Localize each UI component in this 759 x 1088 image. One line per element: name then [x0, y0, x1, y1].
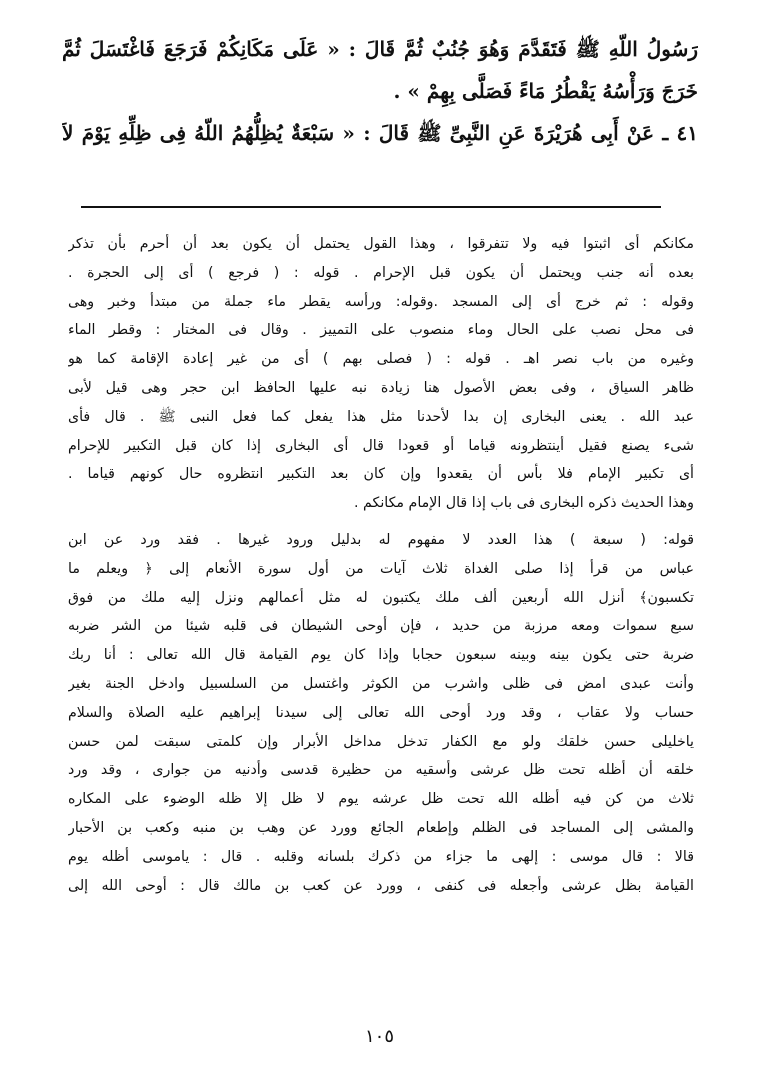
- commentary-line: القيامة بظل عرشى وأجعله فى كنفى ، وورد عن كعب بن مالك قال : أوحى الله إلى: [68, 877, 694, 894]
- commentary-line: خلقه أن أظله تحت ظل عرشى وأسقيه من حظيرة قدسى وأدنيه من جوارى ، وقد ورد: [68, 762, 694, 779]
- commentary-line: ضربة حتى يكون بينه وبينه سبعون حجابا وإذا كان يوم القيامة قال الله تعالى : أنا ربك: [68, 647, 694, 664]
- commentary-line: بعده أنه جنب ويحتمل أن يكون قبل الإحرام . قوله : ( فرجع ) أى إلى الحجرة .: [68, 264, 694, 281]
- commentary-line: وهذا الحديث ذكره البخارى فى باب إذا قال الإمام مكانكم .: [354, 495, 694, 512]
- commentary-line: قالا : قال موسى : إلهى ما جزاء من ذكرك بلسانه وقلبه . قال : ياموسى أظله يوم: [68, 848, 694, 865]
- commentary-line: شىء يصنع فقيل أينتظرونه قياما أو قعودا قال أى البخارى إذا كان قبل التكبير للإحرام: [68, 437, 694, 454]
- commentary-line: ثلاث من كن فيه أظله الله تحت ظل عرشه يوم لا ظل إلا ظله الوضوء على المكاره: [68, 791, 694, 808]
- commentary-line: وقوله : ثم خرج أى إلى المسجد .وقوله: ورأسه يقطر ماء جملة من مبتدأ وخبر وهى: [68, 293, 694, 310]
- commentary-paragraph: [68, 230, 694, 518]
- commentary-line: قوله: ( سبعة ) هذا العدد لا مفهوم له بدليل ورود غيرها . فقد ورد عن ابن: [68, 531, 694, 548]
- commentary-line: مكانكم أى اثبتوا فيه ولا تتفرقوا ، وهذا القول يحتمل أن يكون بعد أن أحرم بأن تذكر: [68, 236, 694, 252]
- commentary-line: وغيره من باب نصر اهـ . قوله : ( فصلى بهم ) أى من غير إعادة الإقامة كما هو: [68, 351, 694, 368]
- commentary-block: [68, 230, 694, 900]
- commentary-line: أى تكبير الإمام فلا بأس أن يقعدوا وإن كان بعد التكبير انتظروه حال كونهم قياما .: [68, 466, 694, 483]
- commentary-line: عباس من قرأ إذا صلى الغداة ثلاث آيات من أول سورة الأنعام إلى ﴿ ويعلم ما: [68, 560, 694, 577]
- commentary-line: ظاهر السياق ، وفى بعض الأصول هنا زيادة نبه عليها الحافظ ابن حجر وهى قيل لأبى: [68, 379, 694, 396]
- commentary-line: سبع سموات ومعه مرزبة من حديد ، فإن أوحى الشيطان فى قلبه شيئا من الشر ضربه: [68, 618, 694, 635]
- commentary-line: ياخليلى حسن خلقك ولو مع الكفار تدخل مداخل الأبرار وإن كلمتى سبقت لمن حسن: [68, 733, 694, 750]
- commentary-line: والمشى إلى المساجد فى الظلم وإطعام الجائع وورد عن وهب بن منبه وكعب بن الأحبار: [68, 819, 694, 836]
- hadith-text-block: [62, 28, 698, 154]
- separator-rule: [81, 206, 661, 208]
- hadith-line: رَسُولُ اللّهِ ﷺ فَتَقَدَّمَ وَهُوَ جُنُبٌ ثُمَّ قَالَ : « عَلَى مَكَانِكُمْ فَرَجَعَ فَاغْتَسَلَ ثُمَّ: [62, 37, 698, 61]
- hadith-line: ٤١ ـ عَنْ أَبِى هُرَيْرَةَ عَنِ النَّبِىِّ ﷺ قَالَ : « سَبْعَةٌ يُظِلُّهُمُ اللّهُ فِى ظِلِّهِ يَوْمَ لاَ: [62, 121, 698, 145]
- hadith-line: خَرَجَ وَرَأْسُهُ يَقْطُرُ مَاءً فَصَلَّى بِهِمْ » .: [393, 79, 698, 103]
- commentary-line: وأنت عبدى امض فى ظلى واشرب من الكوثر واغتسل من السلسبيل وادخل الجنة بغير: [68, 675, 694, 692]
- commentary-line: عبد الله . يعنى البخارى إن بدا لأحدنا مثل هذا يفعل كما فعل النبى ﷺ . قال فأى: [68, 408, 694, 425]
- commentary-paragraph: [68, 526, 694, 900]
- commentary-line: فى محل نصب على الحال وماء منصوب على التمييز . وقال فى المختار : وقطر الماء: [68, 322, 694, 339]
- page-number: ١٠٥: [364, 1026, 394, 1047]
- commentary-line: تكسبون﴾ أنزل الله أربعين ألف ملك يكتبون له مثل أعمالهم ونزل إليه ملك من فوق: [68, 589, 694, 606]
- commentary-line: حساب ولا عقاب ، وقد ورد أوحى الله تعالى إلى سيدنا إبراهيم عليه الصلاة والسلام: [68, 704, 694, 721]
